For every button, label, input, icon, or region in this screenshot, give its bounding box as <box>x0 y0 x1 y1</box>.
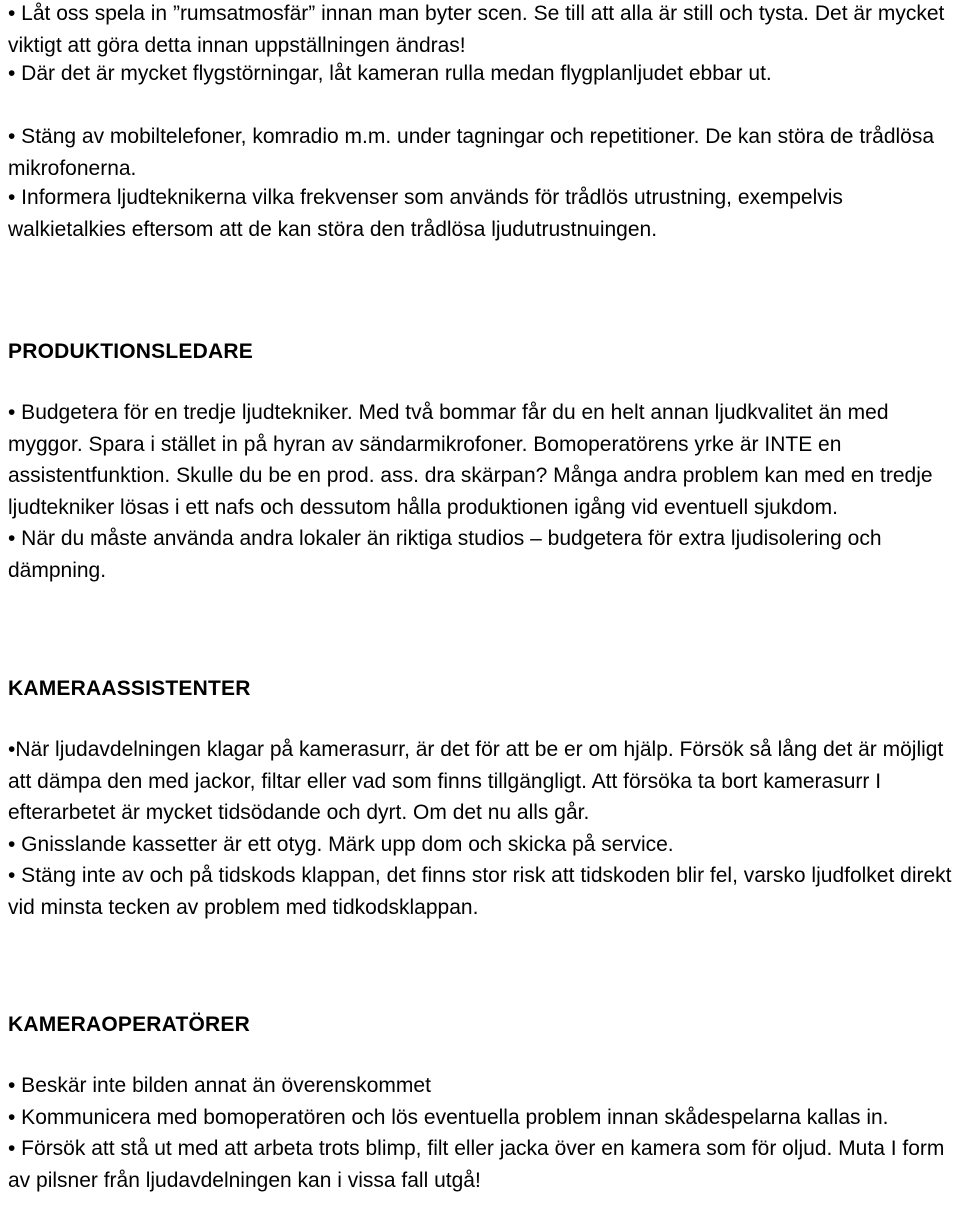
bullet-text: •När ljudavdelningen klagar på kamerasurr, är det för att be er om hjälp. Försök så lång det är möjligt att dämpa den med jackor, filtar eller vad som finns tillgängligt. Att försöka ta bort kamerasurr I efterarbetet är mycket tidsödande och dyrt. Om det nu alls går. <box>8 738 944 824</box>
bullet-text: • När du måste använda andra lokaler än riktiga studios – budgetera för extra ljudisolering och dämpning. <box>8 527 882 582</box>
section-heading-kameraoperatorer: KAMERAOPERATÖRER <box>8 1013 250 1036</box>
bullet-item <box>8 58 772 90</box>
bullet-text: • Gnisslande kassetter är ett otyg. Märk upp dom och skicka på service. <box>8 832 674 856</box>
bullet-text: • Där det är mycket flygstörningar, låt kameran rulla medan flygplanljudet ebbar ut. <box>8 62 772 85</box>
bullet-text: • Försök att stå ut med att arbeta trots blimp, filt eller jacka över en kamera som för oljud. Muta I form av pilsner från ljudavdelningen kan i vissa fall utgå! <box>8 1137 945 1192</box>
bullet-list <box>8 1070 956 1196</box>
bullet-text: • Informera ljudteknikerna vilka frekvenser som används för trådlös utrustning, exempelvis walkietalkies eftersom att de kan störa den trådlösa ljudutrustnuingen. <box>8 186 843 241</box>
bullet-item <box>8 182 956 245</box>
bullet-item <box>8 0 956 61</box>
bullet-text: • Stäng av mobiltelefoner, komradio m.m. under tagningar och repetitioner. De kan störa de trådlösa mikrofonerna. <box>8 125 935 180</box>
bullet-text: • Budgetera för en tredje ljudtekniker. Med två bommar får du en helt annan ljudkvalitet än med myggor. Spara i stället in på hyran av sändarmikrofoner. Bomoperatörens yrke är INTE en assistentfunktion. Skulle du be en prod. ass. dra skärpan? Många andra problem kan med en tredje ljudtekniker lösas i ett nafs och dessutom hålla produktionen igång vid eventuell sjukdom. <box>8 401 933 519</box>
bullet-list <box>8 734 956 923</box>
section-heading-kameraassistenter: KAMERAASSISTENTER <box>8 677 251 700</box>
bullet-text: • Kommunicera med bomoperatören och lös eventuella problem innan skådespelarna kallas in. <box>8 1105 889 1129</box>
section-heading-produktionsledare: PRODUKTIONSLEDARE <box>8 340 253 363</box>
bullet-item <box>8 121 956 184</box>
bullet-text: • Beskär inte bilden annat än överenskommet <box>8 1074 431 1097</box>
bullet-text: • Låt oss spela in ”rumsatmosfär” innan man byter scen. Se till att alla är still och tysta. Det är mycket viktigt att göra detta innan uppställningen ändras! <box>8 2 945 57</box>
bullet-text: • Stäng inte av och på tidskods klappan, det finns stor risk att tidskoden blir fel, varsko ljudfolket direkt vid minsta tecken av problem med tidkodsklappan. <box>8 864 952 919</box>
bullet-list <box>8 397 956 586</box>
